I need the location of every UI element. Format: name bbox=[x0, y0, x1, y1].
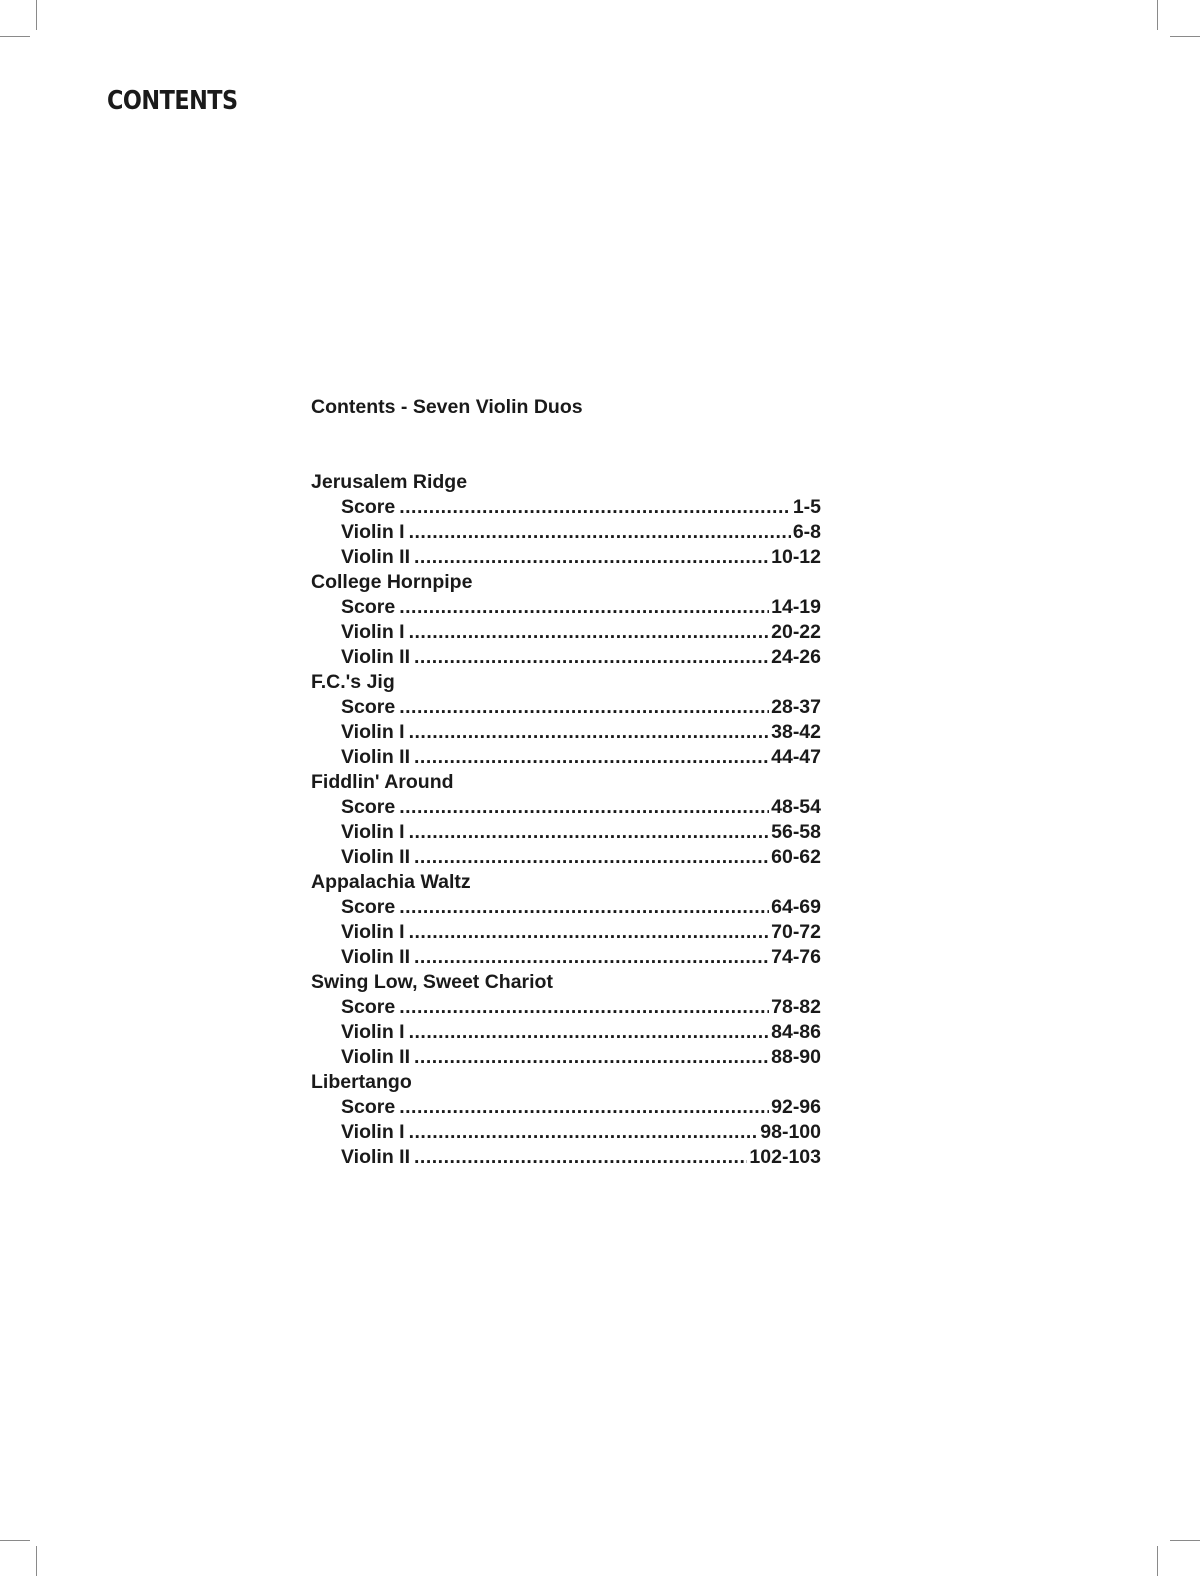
toc-entry-pages: 20-22 bbox=[771, 621, 821, 643]
piece-title: Libertango bbox=[311, 1071, 412, 1093]
piece-title: F.C.'s Jig bbox=[311, 671, 395, 693]
toc-entry bbox=[311, 820, 821, 845]
piece-title: Fiddlin' Around bbox=[311, 771, 454, 793]
toc-entry-pages: 64-69 bbox=[771, 896, 821, 918]
toc-entry-label: Violin I bbox=[341, 821, 405, 843]
toc-entry bbox=[311, 745, 821, 770]
crop-mark-bottom-left-horizontal bbox=[0, 1540, 30, 1541]
dot-leader bbox=[414, 745, 769, 770]
crop-mark-top-left-horizontal bbox=[0, 36, 30, 37]
toc-entry-pages: 74-76 bbox=[771, 946, 821, 968]
toc-entry-label: Violin I bbox=[341, 921, 405, 943]
toc-entry-label: Violin II bbox=[341, 846, 410, 868]
toc-entry bbox=[311, 495, 821, 520]
dot-leader bbox=[414, 545, 769, 570]
toc-entry bbox=[311, 720, 821, 745]
toc-entry-label: Violin II bbox=[341, 546, 410, 568]
toc-entry bbox=[311, 1120, 821, 1145]
toc-entry-label: Violin II bbox=[341, 946, 410, 968]
piece-title: College Hornpipe bbox=[311, 571, 473, 593]
toc-entry-pages: 88-90 bbox=[771, 1046, 821, 1068]
dot-leader bbox=[409, 1120, 759, 1145]
dot-leader bbox=[414, 645, 769, 670]
toc-entry-pages: 98-100 bbox=[760, 1121, 821, 1143]
toc-entry-label: Violin I bbox=[341, 621, 405, 643]
toc-entry-label: Score bbox=[341, 896, 396, 918]
dot-leader bbox=[414, 945, 769, 970]
toc-entry-pages: 1-5 bbox=[792, 496, 821, 518]
toc-entry bbox=[311, 1045, 821, 1070]
section-heading: Contents - Seven Violin Duos bbox=[311, 396, 583, 418]
dot-leader bbox=[414, 845, 769, 870]
dot-leader bbox=[409, 1020, 770, 1045]
dot-leader bbox=[399, 895, 769, 920]
crop-mark-bottom-right-horizontal bbox=[1170, 1540, 1200, 1541]
toc-entry-pages: 14-19 bbox=[771, 596, 821, 618]
toc-entry-pages: 102-103 bbox=[749, 1146, 821, 1168]
toc-entry-label: Violin II bbox=[341, 1046, 410, 1068]
crop-mark-top-right-horizontal bbox=[1170, 36, 1200, 37]
page-title: CONTENTS bbox=[107, 86, 238, 116]
toc-entry-pages: 44-47 bbox=[771, 746, 821, 768]
piece-title: Appalachia Waltz bbox=[311, 871, 471, 893]
dot-leader bbox=[414, 1045, 769, 1070]
toc-entry-label: Score bbox=[341, 796, 396, 818]
toc-entry-pages: 78-82 bbox=[771, 996, 821, 1018]
toc-entry-pages: 38-42 bbox=[771, 721, 821, 743]
toc-entry-pages: 24-26 bbox=[771, 646, 821, 668]
crop-mark-top-right-vertical bbox=[1157, 0, 1158, 30]
toc-entry-pages: 60-62 bbox=[771, 846, 821, 868]
dot-leader bbox=[399, 795, 769, 820]
toc-entry bbox=[311, 520, 821, 545]
toc-entry bbox=[311, 645, 821, 670]
dot-leader bbox=[409, 820, 770, 845]
toc-entry-pages: 28-37 bbox=[771, 696, 821, 718]
piece-title: Jerusalem Ridge bbox=[311, 471, 468, 493]
toc-entry-label: Violin II bbox=[341, 1146, 410, 1168]
toc-entry bbox=[311, 920, 821, 945]
toc-entry-pages: 6-8 bbox=[792, 521, 821, 543]
toc-entry-label: Score bbox=[341, 696, 396, 718]
toc-entry-pages: 70-72 bbox=[771, 921, 821, 943]
crop-mark-bottom-right-vertical bbox=[1157, 1546, 1158, 1576]
dot-leader bbox=[399, 495, 791, 520]
dot-leader bbox=[414, 1145, 747, 1170]
toc-entry bbox=[311, 845, 821, 870]
toc-entry-label: Score bbox=[341, 496, 396, 518]
toc-entry bbox=[311, 595, 821, 620]
dot-leader bbox=[399, 1095, 769, 1120]
crop-mark-top-left-vertical bbox=[36, 0, 37, 30]
piece-title: Swing Low, Sweet Chariot bbox=[311, 971, 553, 993]
toc-entry-label: Score bbox=[341, 1096, 396, 1118]
toc-entry-label: Violin II bbox=[341, 746, 410, 768]
toc-entry bbox=[311, 1145, 821, 1170]
toc-entry-label: Violin I bbox=[341, 521, 405, 543]
dot-leader bbox=[399, 595, 769, 620]
toc-entry bbox=[311, 545, 821, 570]
toc-entry bbox=[311, 945, 821, 970]
dot-leader bbox=[409, 520, 791, 545]
toc-entry-pages: 48-54 bbox=[771, 796, 821, 818]
toc-entry bbox=[311, 795, 821, 820]
toc-entry bbox=[311, 995, 821, 1020]
toc-entry-pages: 10-12 bbox=[771, 546, 821, 568]
dot-leader bbox=[399, 995, 769, 1020]
toc-entry bbox=[311, 695, 821, 720]
toc-entry-pages: 92-96 bbox=[771, 1096, 821, 1118]
toc-entry bbox=[311, 1095, 821, 1120]
table-of-contents bbox=[311, 470, 821, 1170]
toc-entry-pages: 84-86 bbox=[771, 1021, 821, 1043]
toc-entry-label: Violin II bbox=[341, 646, 410, 668]
crop-mark-bottom-left-vertical bbox=[36, 1546, 37, 1576]
toc-entry-pages: 56-58 bbox=[771, 821, 821, 843]
toc-entry-label: Score bbox=[341, 596, 396, 618]
toc-entry-label: Score bbox=[341, 996, 396, 1018]
toc-entry-label: Violin I bbox=[341, 1121, 405, 1143]
dot-leader bbox=[409, 920, 770, 945]
toc-entry-label: Violin I bbox=[341, 721, 405, 743]
dot-leader bbox=[409, 620, 770, 645]
toc-entry bbox=[311, 620, 821, 645]
dot-leader bbox=[409, 720, 770, 745]
toc-entry bbox=[311, 895, 821, 920]
dot-leader bbox=[399, 695, 769, 720]
toc-entry bbox=[311, 1020, 821, 1045]
toc-entry-label: Violin I bbox=[341, 1021, 405, 1043]
